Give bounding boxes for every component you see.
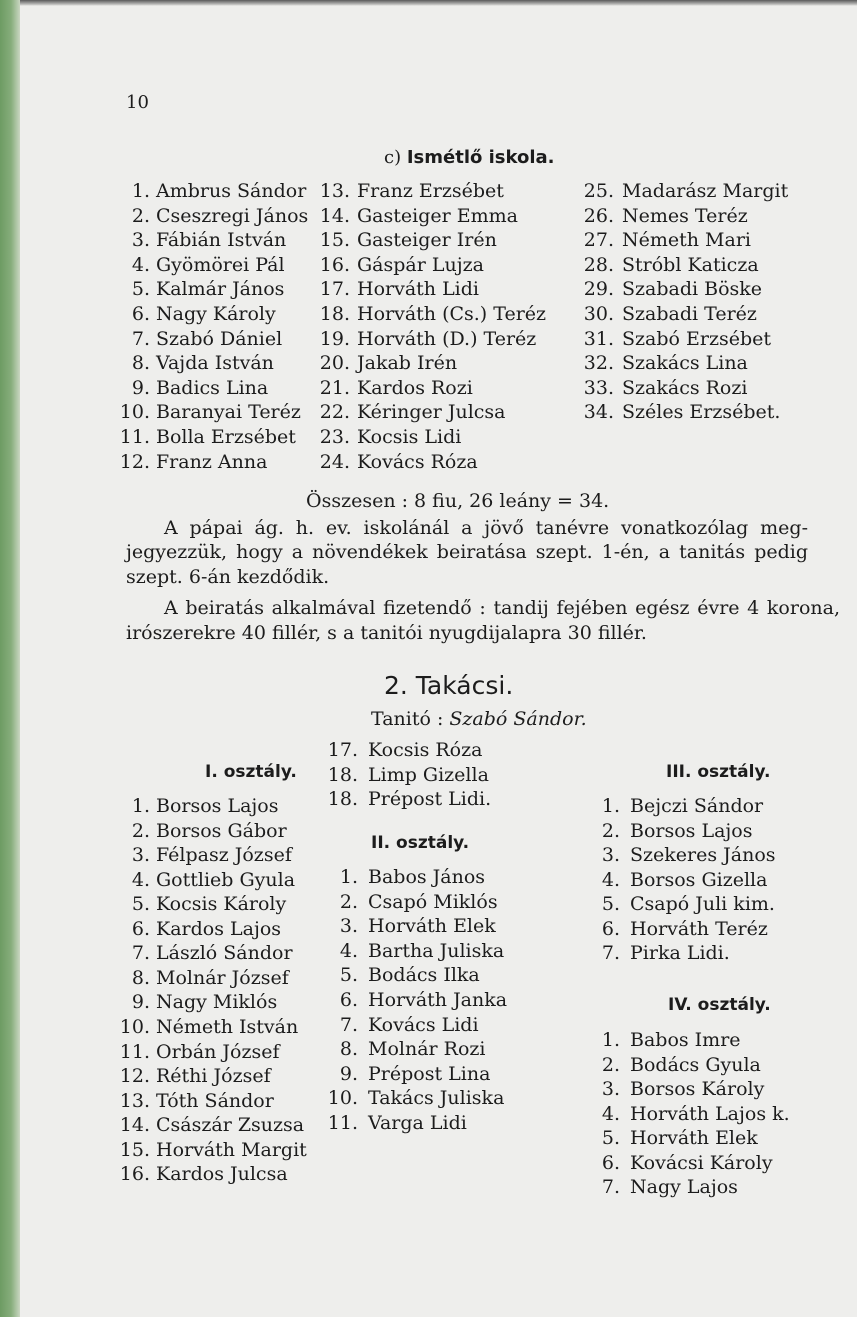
list-item-name: Orbán József — [156, 1040, 280, 1063]
list-item-name: Borsos Gizella — [630, 868, 768, 891]
list-item-name: Gáspár Lujza — [357, 253, 484, 276]
list-item-number: 21. — [319, 376, 350, 399]
class-heading-3: III. osztály. — [666, 762, 771, 782]
list-item-number: 3. — [339, 915, 358, 938]
list-item-number: 18. — [327, 788, 358, 811]
list-item-number: 13. — [119, 1089, 150, 1112]
list-item-number: 8. — [339, 1038, 358, 1061]
list-item-number: 27. — [583, 229, 614, 252]
list-item-number: 15. — [319, 229, 350, 252]
teacher-name: Szabó Sándor. — [449, 708, 587, 730]
list-item-number: 1. — [131, 795, 150, 817]
list-item-name: Szakács Lina — [622, 352, 748, 375]
list-item-number: 5. — [339, 964, 358, 987]
list-item-name: Varga Lidi — [368, 1112, 467, 1134]
paragraph-line: A pápai ág. h. ev. iskolánál a jövő tanévre vonatkozólag meg- — [164, 517, 808, 539]
list-item-number: 1. — [601, 1029, 620, 1051]
list-item-name: Németh István — [156, 1015, 299, 1038]
list-item-number: 28. — [583, 253, 614, 276]
list-item-name: Franz Erzsébet — [357, 180, 504, 202]
list-item-number: 17. — [327, 739, 358, 761]
list-item-number: 29. — [583, 278, 614, 301]
list-item-number: 11. — [119, 1040, 150, 1063]
list-item-name: Bejczi Sándor — [630, 795, 764, 817]
list-item-number: 25. — [583, 180, 614, 202]
list-item-name: Ambrus Sándor — [156, 180, 307, 202]
list-item-number: 4. — [339, 939, 358, 962]
list-item-number: 10. — [119, 1015, 150, 1038]
list-item-name: Molnár Rozi — [368, 1038, 486, 1061]
list-item-name: Szabó Erzsébet — [622, 327, 771, 350]
list-item-number: 4. — [601, 868, 620, 891]
list-item-name: Kocsis Károly — [156, 893, 287, 916]
list-item-number: 13. — [319, 180, 350, 202]
list-item-number: 2. — [601, 819, 620, 842]
list-item-number: 2. — [131, 819, 150, 842]
list-item-number: 12. — [119, 1065, 150, 1088]
list-item-number: 16. — [319, 253, 350, 276]
list-item-name: Horváth Lidi — [357, 278, 479, 301]
class-heading-1: I. osztály. — [205, 762, 297, 782]
section-prefix: c) — [384, 147, 402, 168]
list-item-name: Borsos Gábor — [156, 819, 287, 842]
list-item-number: 4. — [131, 868, 150, 891]
list-item-name: Kovácsi Károly — [630, 1151, 773, 1174]
list-item-number: 15. — [119, 1138, 150, 1161]
page-top-edge — [20, 0, 857, 6]
list-item-number: 12. — [119, 450, 150, 473]
list-item-name: Szabó Dániel — [156, 327, 283, 350]
list-item-number: 1. — [601, 795, 620, 817]
list-item-name: Gyömörei Pál — [156, 253, 285, 276]
list-item-name: Kardos Rozi — [357, 376, 473, 399]
list-item-name: Limp Gizella — [368, 763, 489, 786]
list-item-number: 30. — [583, 303, 614, 325]
teacher-line — [371, 708, 587, 730]
list-item-name: Nagy Károly — [156, 303, 276, 325]
list-item-number: 8. — [131, 966, 150, 989]
list-item-number: 18. — [319, 303, 350, 325]
list-item-name: Kovács Róza — [357, 450, 478, 473]
list-item-number: 7. — [131, 942, 150, 965]
list-item-number: 32. — [583, 352, 614, 375]
list-item-number: 14. — [319, 204, 350, 227]
list-item-name: Takács Juliska — [368, 1087, 505, 1110]
list-item-name: Szabadi Böske — [622, 278, 763, 301]
list-item-name: Horváth Margit — [156, 1138, 307, 1161]
list-item-name: Kocsis Róza — [368, 739, 483, 761]
list-item-name: Molnár József — [156, 966, 289, 989]
list-item-number: 18. — [327, 763, 358, 786]
list-item-number: 3. — [601, 844, 620, 866]
list-item-name: Vajda István — [156, 352, 274, 375]
list-item-name: Babos Imre — [630, 1029, 741, 1051]
list-item-number: 7. — [601, 1176, 620, 1198]
list-item-name: Madarász Margit — [622, 180, 789, 202]
list-item-number: 5. — [131, 278, 150, 301]
list-item-number: 6. — [601, 917, 620, 940]
list-item-number: 20. — [319, 352, 350, 375]
paragraph-line: szept. 6-án kezdődik. — [126, 566, 330, 588]
list-item-name: Bolla Erzsébet — [156, 426, 296, 448]
list-item-number: 11. — [327, 1112, 358, 1134]
list-item-number: 3. — [601, 1078, 620, 1100]
list-item-number: 8. — [131, 352, 150, 375]
list-item-name: Nagy Lajos — [630, 1176, 738, 1198]
list-item-number: 23. — [319, 426, 350, 448]
list-item-name: Csapó Juli kim. — [630, 893, 775, 915]
list-item-number: 22. — [319, 401, 350, 424]
list-item-number: 6. — [601, 1151, 620, 1174]
list-item-name: Borsos Károly — [630, 1078, 765, 1100]
list-item-name: Prépost Lidi. — [368, 788, 492, 811]
list-item-name: Cseszregi János — [156, 204, 309, 227]
list-item-number: 17. — [319, 278, 350, 301]
list-item-name: Franz Anna — [156, 450, 268, 473]
list-item-number: 11. — [119, 426, 150, 448]
list-item-number: 31. — [583, 327, 614, 350]
list-item-name: Kocsis Lidi — [357, 426, 462, 448]
list-item-name: Babos János — [368, 866, 486, 888]
teacher-label: Tanitó : — [371, 708, 444, 730]
list-item-number: 16. — [119, 1163, 150, 1186]
list-item-name: Horváth Lajos k. — [630, 1102, 790, 1125]
list-item-name: Szekeres János — [630, 844, 776, 866]
list-item-number: 6. — [131, 303, 150, 325]
list-item-name: Nemes Teréz — [622, 204, 748, 227]
list-item-name: Horváth Elek — [630, 1127, 758, 1149]
list-item-name: Széles Erzsébet. — [622, 401, 781, 424]
list-item-number: 2. — [601, 1053, 620, 1076]
list-item-number: 26. — [583, 204, 614, 227]
list-item-name: Tóth Sándor — [156, 1089, 274, 1112]
list-item-name: Horváth Janka — [368, 989, 508, 1011]
list-item-number: 10. — [327, 1087, 358, 1110]
list-item-name: Fábián István — [156, 229, 287, 252]
list-item-number: 6. — [339, 989, 358, 1011]
list-item-name: Horváth Elek — [368, 915, 496, 938]
list-item-number: 9. — [339, 1062, 358, 1085]
list-item-number: 5. — [601, 893, 620, 915]
list-item-name: Borsos Lajos — [630, 819, 753, 842]
list-item-name: Gasteiger Emma — [357, 204, 518, 227]
list-item-number: 24. — [319, 450, 350, 473]
list-item-name: Kéringer Julcsa — [357, 401, 506, 424]
list-item-name: Prépost Lina — [368, 1062, 491, 1085]
list-item-name: Gottlieb Gyula — [156, 868, 296, 891]
list-item-number: 34. — [583, 401, 614, 424]
list-item-number: 6. — [131, 917, 150, 940]
list-item-number: 5. — [601, 1127, 620, 1149]
list-item-number: 1. — [339, 866, 358, 888]
page-number: 10 — [126, 92, 149, 113]
section-heading-takacsi: 2. Takácsi. — [384, 671, 514, 700]
list-item-number: 10. — [119, 401, 150, 424]
list-item-number: 3. — [131, 229, 150, 252]
list-item-name: Kardos Lajos — [156, 917, 282, 940]
list-item-name: Csapó Miklós — [368, 890, 498, 913]
list-item-name: Bodács Ilka — [368, 964, 480, 987]
list-item-number: 7. — [339, 1013, 358, 1036]
list-item-name: Horváth (D.) Teréz — [357, 327, 537, 350]
list-item-name: Császár Zsuzsa — [156, 1114, 305, 1137]
paragraph-line: A beiratás alkalmával fizetendő : tandij fejében egész évre 4 korona, — [164, 597, 840, 619]
list-item-name: Badics Lina — [156, 376, 269, 399]
paragraph-line: irószerekre 40 fillér, s a tanitói nyugdijalapra 30 fillér. — [126, 622, 647, 644]
list-item-number: 2. — [131, 204, 150, 227]
list-item-number: 5. — [131, 893, 150, 916]
list-item-name: Jakab Irén — [357, 352, 458, 375]
list-item-name: Kovács Lidi — [368, 1013, 479, 1036]
list-item-number: 4. — [601, 1102, 620, 1125]
list-item-name: Baranyai Teréz — [156, 401, 301, 424]
list-item-name: Horváth Teréz — [630, 917, 768, 940]
list-item-name: Stróbl Katicza — [622, 253, 759, 276]
class-heading-2: II. osztály. — [371, 833, 470, 853]
section-title: Ismétlő iskola. — [406, 147, 555, 168]
summary-total: Összesen : 8 fiu, 26 leány = 34. — [306, 490, 610, 512]
list-item-name: Nagy Miklós — [156, 991, 278, 1014]
list-item-name: Horváth (Cs.) Teréz — [357, 303, 547, 325]
list-item-number: 14. — [119, 1114, 150, 1137]
list-item-name: Gasteiger Irén — [357, 229, 497, 252]
list-item-number: 9. — [131, 991, 150, 1014]
list-item-name: Szabadi Teréz — [622, 303, 757, 325]
list-item-number: 9. — [131, 376, 150, 399]
list-item-name: Németh Mari — [622, 229, 751, 252]
class-heading-4: IV. osztály. — [668, 995, 771, 1015]
list-item-number: 7. — [601, 942, 620, 964]
list-item-name: Pirka Lidi. — [630, 942, 730, 964]
list-item-number: 3. — [131, 844, 150, 867]
list-item-number: 1. — [131, 180, 150, 202]
list-item-number: 7. — [131, 327, 150, 350]
list-item-number: 19. — [319, 327, 350, 350]
list-item-name: Szakács Rozi — [622, 376, 748, 399]
list-item-name: Réthi József — [156, 1065, 271, 1088]
list-item-name: Kalmár János — [156, 278, 285, 301]
list-item-number: 33. — [583, 376, 614, 399]
book-spine-edge — [0, 0, 20, 1317]
list-item-name: László Sándor — [156, 942, 293, 965]
list-item-name: Kardos Julcsa — [156, 1163, 288, 1186]
list-item-number: 4. — [131, 253, 150, 276]
section-heading-ismetlo-iskola — [384, 147, 555, 169]
paragraph-line: jegyezzük, hogy a növendékek beiratása szept. 1-én, a tanitás pedig — [126, 541, 808, 563]
list-item-name: Bodács Gyula — [630, 1053, 761, 1076]
list-item-name: Bartha Juliska — [368, 939, 505, 962]
list-item-name: Borsos Lajos — [156, 795, 279, 817]
list-item-number: 2. — [339, 890, 358, 913]
list-item-name: Félpasz József — [156, 844, 292, 867]
